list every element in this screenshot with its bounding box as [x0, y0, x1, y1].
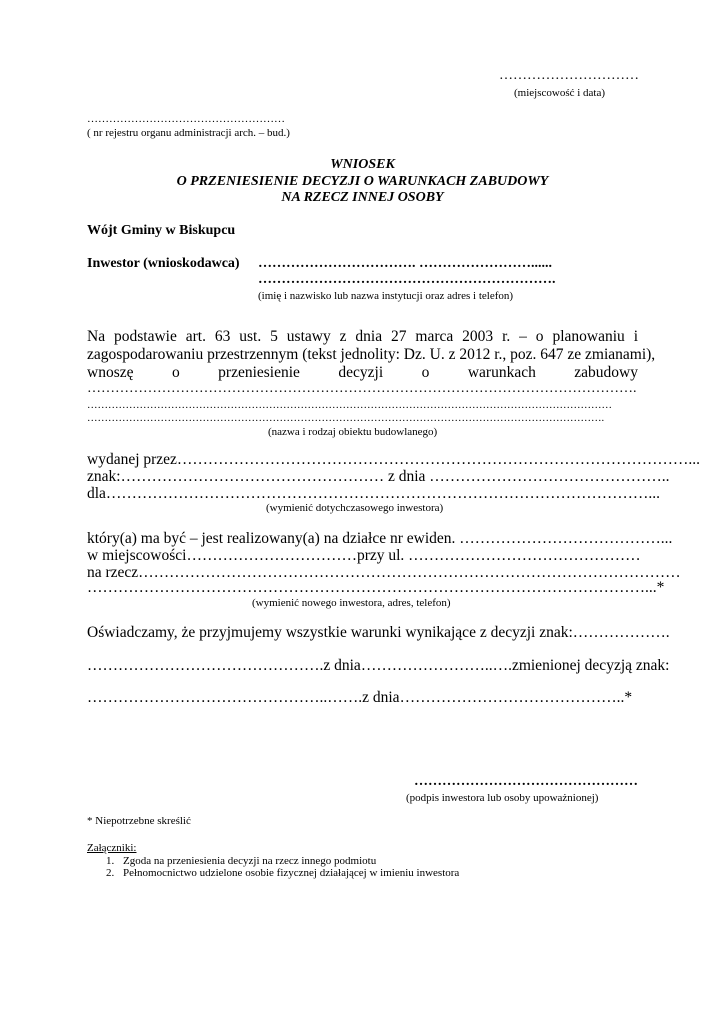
registry-caption: ( nr rejestru organu administracji arch. – bud.) — [87, 127, 290, 139]
attachment-item: 2. Pełnomocnictwo udzielone osobie fizycznej działającej w imieniu inwestora — [117, 867, 638, 879]
signature-caption: (podpis inwestora lub osoby upoważnionej) — [406, 792, 599, 804]
issued-for-line: dla……………………………………………………………………………………………... — [87, 485, 661, 502]
investor-label: Inwestor (wnioskodawca) — [87, 256, 240, 271]
registry-dots: ……………………………………………… — [87, 113, 285, 125]
plot-line-2: w miejscowości……………………………przy ul. ……………………………………… — [87, 547, 641, 564]
footnote: * Niepotrzebne skreślić — [87, 815, 191, 827]
attachment-item: 1. Zgoda na przeniesienia decyzji na rzecz innego podmiotu — [117, 855, 638, 867]
place-date-caption: (miejscowość i data) — [514, 87, 606, 99]
place-date-dots: ………………………… — [499, 68, 639, 83]
signature-dots: ………………………………………… — [414, 774, 638, 789]
attachments-heading: Załączniki: — [87, 842, 137, 854]
plot-line-1: który(a) ma być – jest realizowany(a) na działce nr ewiden. …………………………………... — [87, 530, 673, 547]
object-dots-2: …………………………………………………………………………………………………………………………………… — [87, 400, 612, 411]
title-line-3: NA RZECZ INNEJ OSOBY — [281, 190, 444, 205]
investor-dots-2: ………………………………………………………. — [258, 272, 556, 287]
body-line-1: Na podstawie art. 63 ust. 5 ustawy z dnia 27 marca 2003 r. – o planowaniu i — [87, 328, 638, 345]
declaration-line-1: Oświadczamy, że przyjmujemy wszystkie warunki wynikające z decyzji znak:………………. — [87, 624, 670, 641]
issued-sign-line: znak:…………………………………………… z dnia ……………………………………….. — [87, 468, 670, 485]
plot-line-3: na rzecz…………………………………………………………………………………………… — [87, 564, 681, 581]
title-line-2: O PRZENIESIENIE DECYZJI O WARUNKACH ZABUDOWY — [176, 174, 549, 189]
addressee: Wójt Gminy w Biskupcu — [87, 223, 236, 238]
declaration-line-2: ……………………………………….z dnia……………………..….zmienionej decyzją znak: — [87, 657, 670, 674]
new-investor-caption: (wymienić nowego inwestora, adres, telefon) — [252, 597, 451, 609]
object-caption: (nazwa i rodzaj obiektu budowlanego) — [268, 426, 438, 438]
body-line-2: zagospodarowaniu przestrzennym (tekst jednolity: Dz. U. z 2012 r., poz. 647 ze zmianami), — [87, 346, 656, 363]
investor-dots-1: ……………………………. ……………………...... — [258, 256, 552, 271]
object-dots-3: …………………………………………………………………………………………………………………………………. — [87, 413, 605, 424]
issued-by-line: wydanej przez………………………………………………………………………………………... — [87, 451, 701, 468]
object-dots-1: ………………………………………………………………………………………………………. — [87, 381, 637, 396]
plot-line-4: ………………………………………………………………………………………………...* — [87, 579, 665, 596]
investor-caption: (imię i nazwisko lub nazwa instytucji oraz adres i telefon) — [258, 290, 514, 302]
title-line-1: WNIOSEK — [330, 157, 395, 172]
declaration-line-3: ………………………………………..…….z dnia……………………………………..* — [87, 689, 633, 706]
attachments-list — [87, 855, 638, 879]
body-line-3: wnoszę o przeniesienie decyzji o warunkach zabudowy — [87, 364, 638, 381]
previous-investor-caption: (wymienić dotychczasowego inwestora) — [266, 502, 444, 514]
